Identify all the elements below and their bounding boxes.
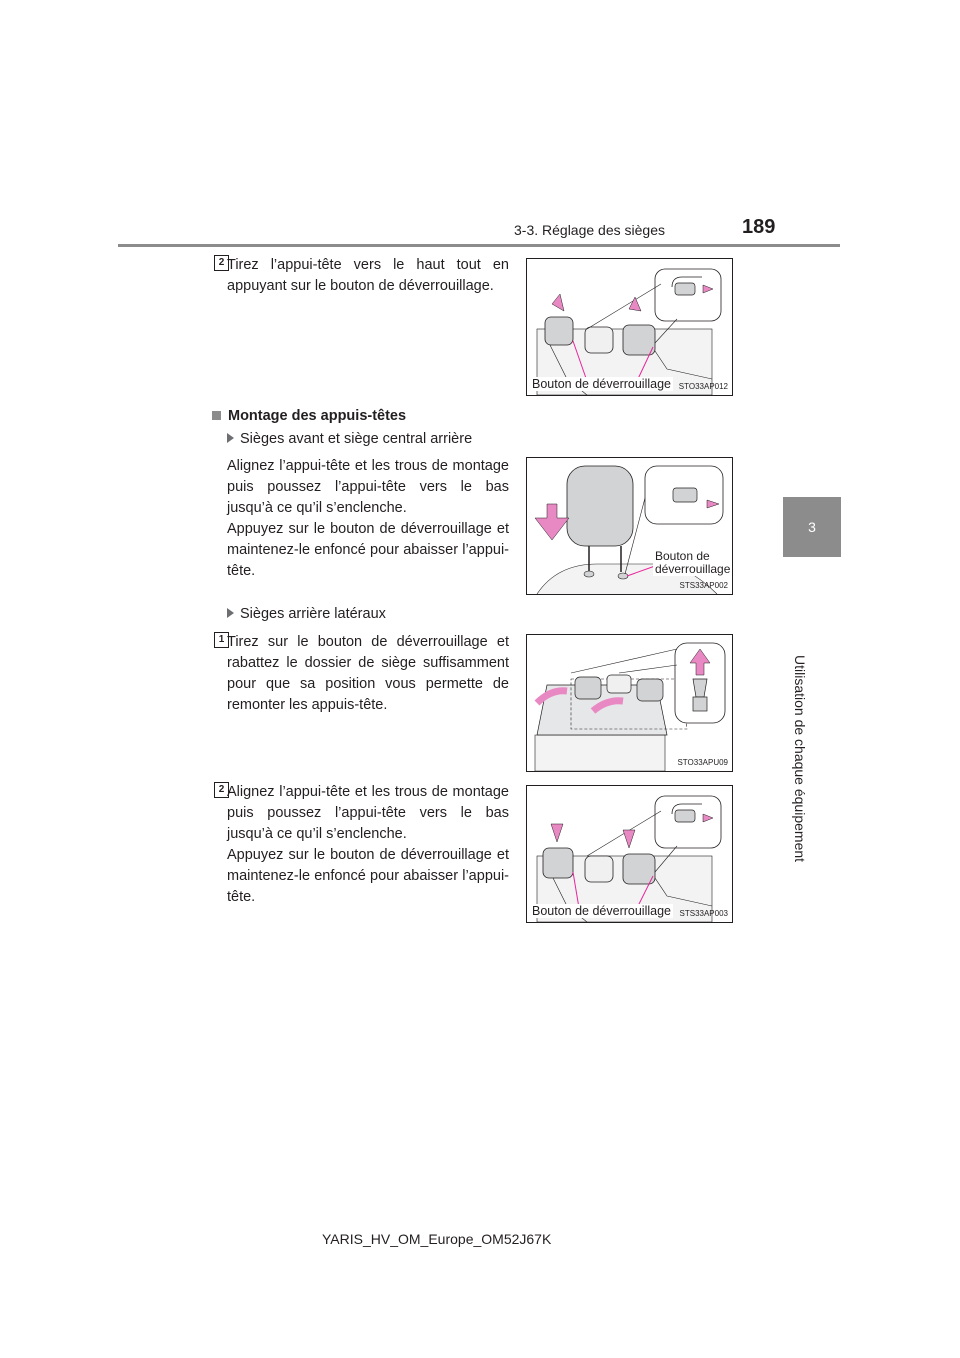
figure-headrest-raise — [526, 258, 733, 396]
headrest-lower-rear-illustration — [527, 786, 732, 922]
figure-seatback-fold — [526, 634, 733, 772]
section-title: 3-3. Réglage des sièges — [514, 222, 665, 238]
footer-document-code: YARIS_HV_OM_Europe_OM52J67K — [322, 1231, 552, 1247]
subsection-rear: Sièges arrière latéraux — [227, 606, 386, 622]
page-number: 189 — [742, 216, 776, 238]
triangle-bullet-icon — [227, 433, 234, 443]
step-text: Tirez sur le bouton de déverrouillage et rabattez le dossier de siège suffisamment pour que sa position vous permette de remonter les appuis-tête. — [227, 634, 509, 713]
section-heading: Montage des appuis-têtes — [212, 408, 406, 424]
chapter-side-label: Utilisation de chaque équipement — [792, 655, 808, 863]
triangle-bullet-icon — [227, 608, 234, 618]
figure-label: Bouton de déverrouillage — [655, 549, 731, 576]
step-text: Alignez l’appui-tête et les trous de montage puis poussez l’appui-tête vers le bas jusqu’à ce qu’il s’enclenche. Appuyez sur le bouton de déverrouillage et maintenez-le enfoncé pour abaisser l’appui-tête. — [227, 784, 509, 905]
heading-square-icon — [212, 411, 221, 420]
step-text: Tirez l’appui-tête vers le haut tout en appuyant sur le bouton de déverrouillage. — [227, 257, 509, 294]
front-instructions: Alignez l’appui-tête et les trous de montage puis poussez l’appui-tête vers le bas jusqu’à ce qu’il s’enclenche. Appuyez sur le bouton de déverrouillage et maintenez-le enfoncé pour abaisser l’appui-tête. — [227, 458, 509, 579]
seatback-fold-illustration — [527, 635, 732, 771]
step-marker: 2 — [214, 255, 229, 271]
step-marker: 2 — [214, 782, 229, 798]
header-rule — [118, 244, 840, 247]
figure-code: STS33AP002 — [679, 581, 728, 590]
figure-code: STO33APU09 — [677, 758, 728, 767]
figure-code: STO33AP012 — [678, 382, 728, 391]
figure-code: STS33AP003 — [679, 909, 728, 918]
headrest-raise-illustration — [527, 259, 732, 395]
step-marker: 1 — [214, 632, 229, 648]
figure-label: Bouton de déverrouillage — [532, 377, 671, 391]
subsection-front: Sièges avant et siège central arrière — [227, 431, 472, 447]
figure-headrest-lower-rear — [526, 785, 733, 923]
figure-label: Bouton de déverrouillage — [532, 904, 671, 918]
chapter-tab-number: 3 — [808, 519, 816, 535]
figure-headrest-lower-front — [526, 457, 733, 595]
